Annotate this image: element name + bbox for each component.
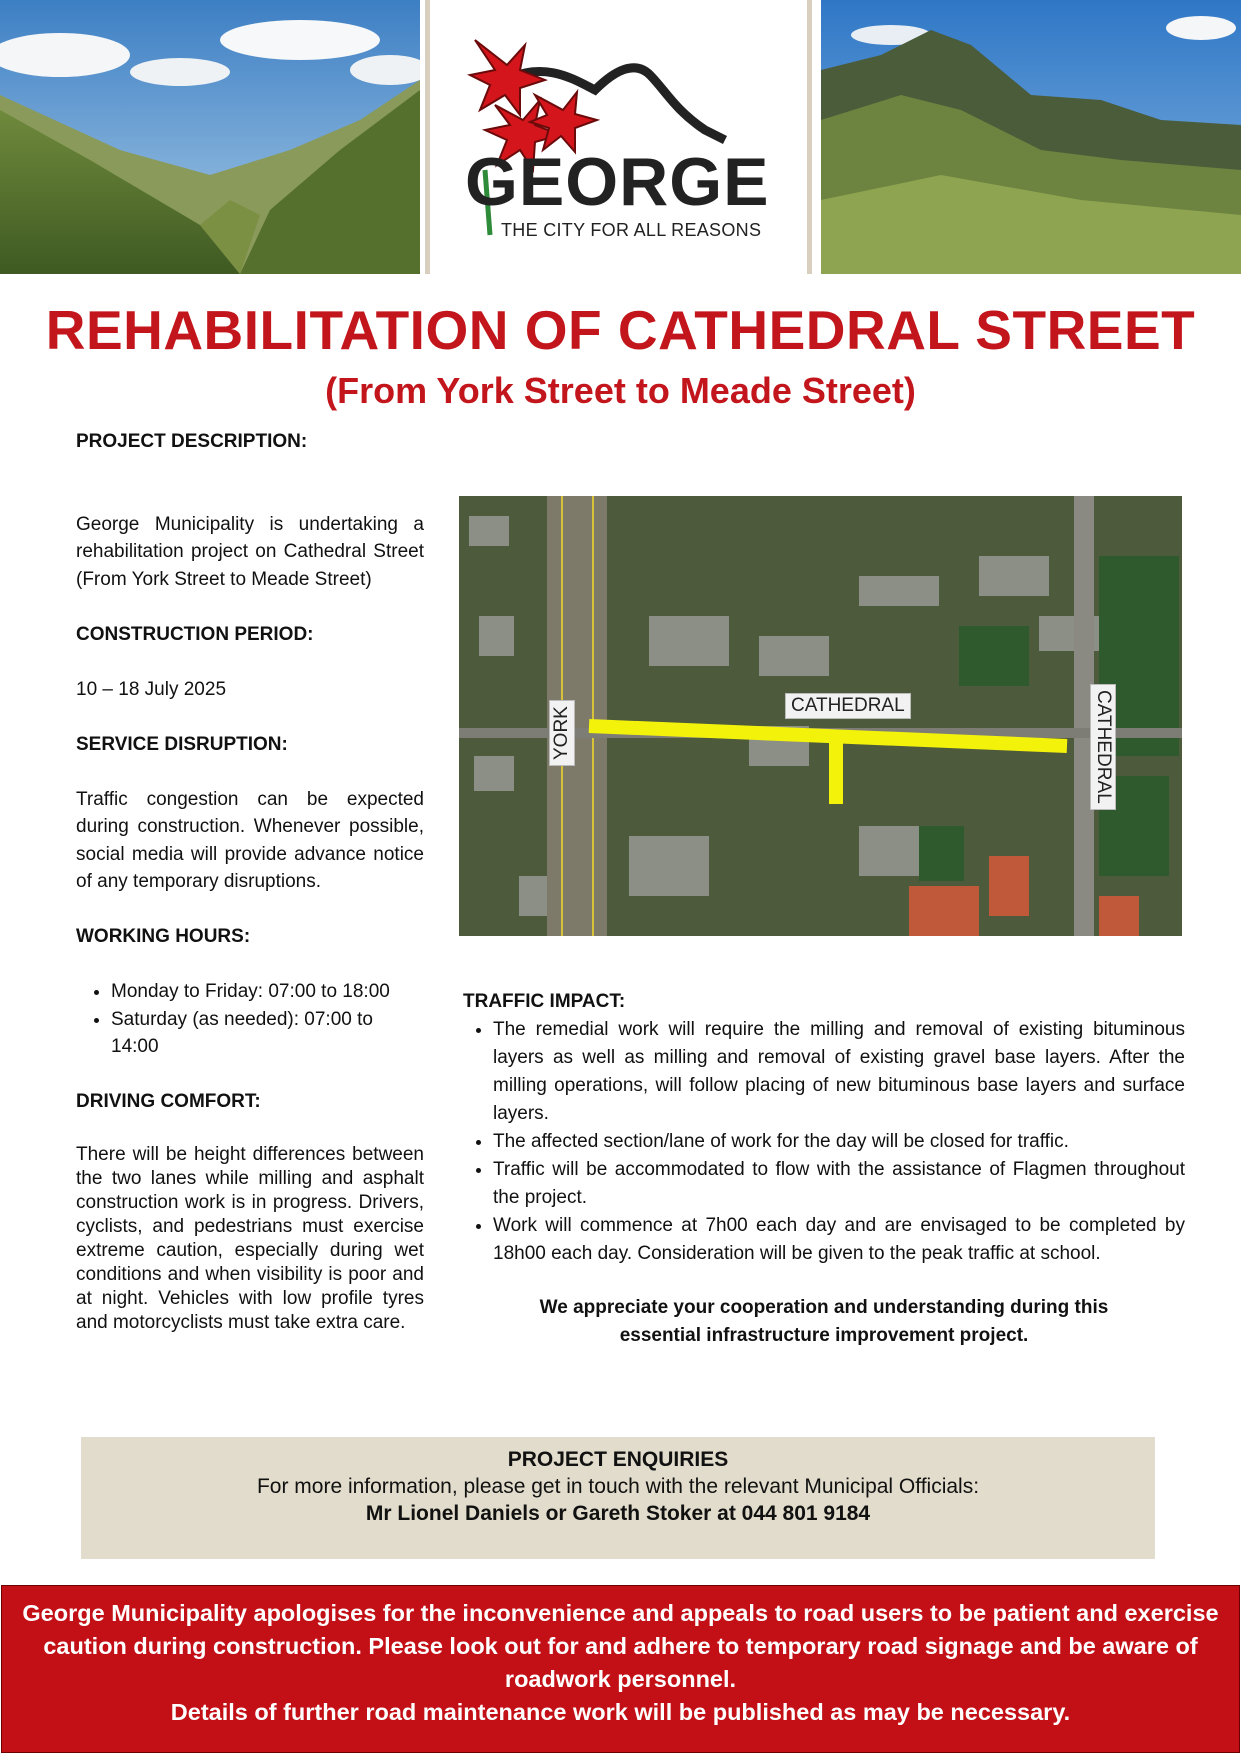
appreciation-note: We appreciate your cooperation and understanding during this essential infrastructure improvement project.	[539, 1297, 1109, 1346]
traffic-impact-list	[463, 1016, 1185, 1268]
header-divider	[425, 0, 430, 274]
aerial-map	[459, 496, 1182, 936]
service-disruption-text: Traffic congestion can be expected during construction. Whenever possible, social media will provide advance notice of any temporary disruptions.	[76, 788, 424, 892]
service-disruption-heading: SERVICE DISRUPTION:	[76, 733, 288, 755]
list-item: • Monday to Friday: 07:00 to 18:00	[111, 978, 424, 1006]
project-enquiries-box	[81, 1437, 1155, 1559]
page-title: REHABILITATION OF CATHEDRAL STREET	[45, 299, 1196, 361]
logo-wordmark: GEORGE	[465, 144, 770, 220]
enquiries-contact: Mr Lionel Daniels or Gareth Stoker at 044 801 9184	[365, 1502, 871, 1525]
footer-notice: Details of further road maintenance work will be published as may be necessary.	[170, 1699, 1071, 1725]
project-description-text: George Municipality is undertaking a rehabilitation project on Cathedral Street (From York Street to Meade Street)	[76, 513, 424, 590]
list-item: • Work will commence at 7h00 each day and are envisaged to be completed by 18h00 each day. Consideration will be given to the peak traffic at school.	[493, 1212, 1185, 1268]
traffic-impact-section	[463, 988, 1185, 1350]
mountain-photo-right	[821, 0, 1241, 274]
list-item: • Saturday (as needed): 07:00 to 14:00	[111, 1006, 424, 1061]
map-label-cathedral: CATHEDRAL	[785, 693, 911, 719]
list-item: • The affected section/lane of work for the day will be closed for traffic.	[493, 1128, 1185, 1156]
header-banner	[0, 0, 1241, 274]
george-logo	[435, 0, 806, 274]
enquiries-heading: PROJECT ENQUIRIES	[507, 1448, 729, 1471]
construction-period-text: 10 – 18 July 2025	[76, 678, 227, 700]
left-column	[76, 428, 424, 1335]
enquiries-line: For more information, please get in touch with the relevant Municipal Officials:	[256, 1475, 980, 1498]
project-description-heading: PROJECT DESCRIPTION:	[76, 431, 308, 452]
footer-banner	[1, 1585, 1240, 1753]
driving-comfort-text: There will be height differences between the two lanes while milling and asphalt construction work is in progress. Drivers, cyclists, and pedestrians must exercise extreme caution, especially during wet conditions and when visibility is poor and at night. Vehicles with low profile tyres and motorcyclists must take extra care.	[76, 1144, 424, 1333]
traffic-impact-heading: TRAFFIC IMPACT:	[463, 991, 626, 1012]
mountain-photo-left	[0, 0, 420, 274]
construction-period-heading: CONSTRUCTION PERIOD:	[76, 623, 314, 645]
map-label-cathedral-vertical: CATHEDRAL	[1090, 684, 1116, 810]
list-item: • Traffic will be accommodated to flow with the assistance of Flagmen throughout the project.	[493, 1156, 1185, 1212]
map-label-york: YORK	[549, 700, 575, 766]
working-hours-heading: WORKING HOURS:	[76, 926, 251, 947]
page-subtitle: (From York Street to Meade Street)	[325, 370, 916, 411]
driving-comfort-heading: DRIVING COMFORT:	[76, 1091, 261, 1112]
logo-tagline: THE CITY FOR ALL REASONS	[501, 220, 762, 240]
footer-apology: George Municipality apologises for the inconvenience and appeals to road users to be patient and exercise caution during construction. Please look out for and adhere to temporary road signage and be aware of roadwork personnel.	[22, 1600, 1219, 1692]
list-item: • The remedial work will require the milling and removal of existing bituminous layers as well as milling and removal of existing gravel base layers. After the milling operations, will follow placing of new bituminous base layers and surface layers.	[493, 1016, 1185, 1128]
working-hours-list	[76, 978, 424, 1061]
header-divider	[807, 0, 812, 274]
